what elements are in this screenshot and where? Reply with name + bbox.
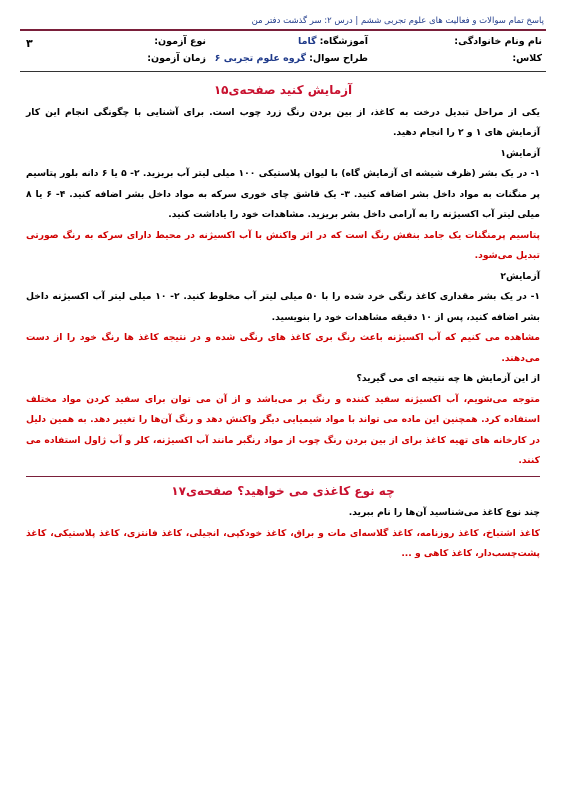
section1-title: آزمایش کنید صفحه‌ی۱۵	[213, 83, 353, 97]
exp2-answer: مشاهده می کنیم که آب اکسیژنه باعث رنگ بری کاغذ های رنگی شده و در نتیجه کاغذ ها رنگ خود را از دست می‌دهند.	[26, 332, 540, 364]
name-label: نام ونام خانوادگی:	[454, 36, 542, 47]
institute-value: گاما	[298, 36, 317, 47]
worksheet-page	[20, 14, 546, 565]
designer-value: گروه علوم تجربی ۶	[214, 53, 307, 64]
section-divider	[26, 476, 540, 477]
exam-time-label: زمان آزمون:	[147, 53, 206, 64]
institute-label: آموزشگاه:	[319, 36, 368, 47]
designer-field	[215, 53, 368, 64]
class-label: کلاس:	[512, 53, 542, 64]
conclusion-answer: متوجه می‌شویم، آب اکسیژنه سفید کننده و رنگ بر می‌باشد و از آن می توان برای سفید کردن مواد مختلف استفاده کرد. همچنین این ماده می تواند با مواد شیمیایی دیگر واکنش دهد و رنگ آن‌ها را تغییر دهد. به همین دلیل در کارخانه های تهیه کاغذ برای از بین بردن رنگ چوب از مواد رنگبر مانند آب اکسیژنه، کلر و آب ژاول استفاده می کنند.	[26, 393, 540, 466]
section1-intro: یکی از مراحل تبدیل درخت به کاغذ، از بین بردن رنگ زرد چوب است. برای آشنایی با چگونگی انجام این کار آزمایش های ۱ و ۲ را انجام دهید.	[26, 106, 540, 138]
conclusion-question: از این آزمایش ها چه نتیجه ای می گیرید؟	[356, 373, 540, 384]
exp1-answer: پتاسیم پرمنگنات یک جامد بنفش رنگ است که در اثر واکنش با آب اکسیژنه در محیط دارای سرکه به رنگ صورتی تبدیل می‌شود.	[26, 229, 540, 261]
section2-title: چه نوع کاغذی می خواهید؟ صفحه‌ی۱۷	[171, 483, 395, 498]
paper-types-answer: کاغذ اشتباخ، کاغذ روزنامه، کاغذ گلاسه‌ای مات و براق، کاغذ خودکپی، انجیلی، کاغذ فانتزی، کاغذ پلاستیکی، کاغذ پشت‌چسب‌دار، کاغذ کاهی و ...	[26, 527, 540, 559]
exam-type-label: نوع آزمون:	[154, 36, 206, 47]
page-header-title: پاسخ تمام سوالات و فعالیت های علوم تجربی ششم | درس ۲: سر گذشت دفتر من	[20, 14, 546, 31]
exp1-title: آزمایش۱	[500, 147, 540, 159]
worksheet-content	[20, 72, 546, 565]
designer-label: طراح سوال:	[309, 53, 368, 64]
paper-types-question: چند نوع کاغذ می‌شناسید آن‌ها را نام ببرید.	[348, 507, 540, 518]
page-number: ۳	[26, 37, 33, 50]
institute-field	[298, 36, 368, 47]
exp1-steps: ۱- در یک بشر (ظرف شیشه ای آزمایش گاه) با لیوان پلاستیکی ۱۰۰ میلی لیتر آب بریزید. ۲- ۵ یا ۶ دانه بلور پتاسیم پر منگنات به مواد داخل بشر اضافه کنید. ۳- یک قاشق چای خوری سرکه به مواد داخل بشر اضافه کنید. ۴- ۶ یا ۸ میلی لیتر آب اکسیژنه را به آرامی داخل بشر بریزید. مشاهدات خود را یاداشت کنید.	[26, 168, 541, 220]
student-info-box	[20, 31, 546, 72]
exp2-title: آزمایش۲	[500, 270, 540, 282]
exp2-steps: ۱- در یک بشر مقداری کاغذ رنگی خرد شده را با ۵۰ میلی لیتر آب مخلوط کنید. ۲- ۱۰ میلی لیتر آب اکسیژنه داخل بشر اضافه کنید، پس از ۱۰ دقیقه مشاهدات خود را بنویسید.	[26, 291, 540, 323]
